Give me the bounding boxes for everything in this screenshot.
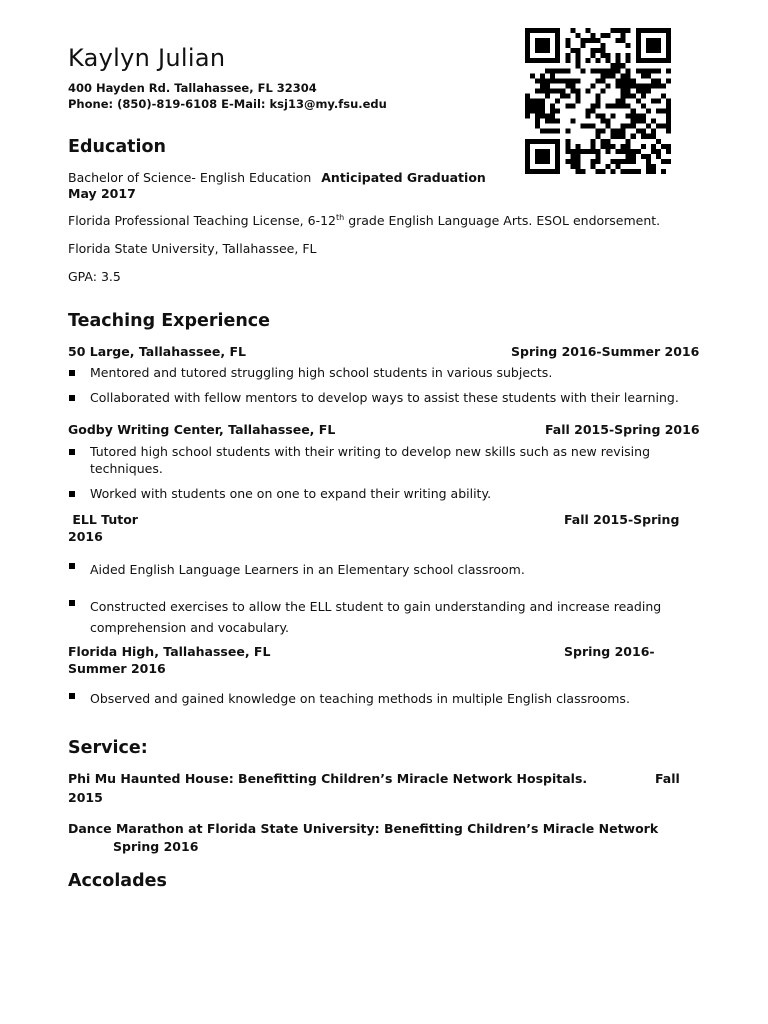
accolades-heading: Accolades [68, 871, 167, 891]
license-superscript: th [336, 213, 345, 222]
bullet-icon [69, 563, 75, 569]
teaching-heading: Teaching Experience [68, 311, 271, 331]
education-heading: Education [68, 137, 166, 157]
service-date-continued: 2015 [68, 790, 103, 805]
bullet-icon [69, 395, 75, 401]
job-dates: Spring 2016- [564, 644, 655, 659]
job-bullet: Aided English Language Learners in an Elementary school classroom. [90, 562, 525, 577]
job-bullet: Worked with students one on one to expand their writing ability. [90, 486, 492, 501]
service-date: Fall [655, 771, 680, 786]
job-dates-continued: 2016 [68, 529, 103, 544]
candidate-name: Kaylyn Julian [68, 44, 226, 72]
job-bullet: Collaborated with fellow mentors to develop ways to assist these students with their learning. [90, 390, 679, 405]
service-item: Phi Mu Haunted House: Benefitting Children’s Miracle Network Hospitals. [68, 771, 588, 786]
job-bullet: Tutored high school students with their writing to develop new skills such as new revising [90, 444, 651, 459]
job-dates: Fall 2015-Spring [564, 512, 680, 527]
service-date: Spring 2016 [113, 839, 199, 854]
contact-line: Phone: (850)-819-6108 E-Mail: ksj13@my.fsu.edu [68, 97, 387, 111]
license-line [68, 213, 660, 228]
qr-code-icon [525, 28, 671, 174]
bullet-icon [69, 600, 75, 606]
job-org: Florida High, Tallahassee, FL [68, 644, 271, 659]
job-dates: Spring 2016-Summer 2016 [511, 344, 700, 359]
bullet-icon [69, 449, 75, 455]
job-bullet: Mentored and tutored struggling high school students in various subjects. [90, 365, 553, 380]
address-line: 400 Hayden Rd. Tallahassee, FL 32304 [68, 81, 317, 95]
school-line: Florida State University, Tallahassee, FL [68, 241, 317, 256]
job-bullet-continuation: comprehension and vocabulary. [90, 620, 290, 635]
service-item: Dance Marathon at Florida State University: Benefitting Children’s Miracle Network [68, 821, 659, 836]
degree-line [68, 170, 486, 185]
job-org: ELL Tutor [68, 512, 138, 527]
job-dates: Fall 2015-Spring 2016 [545, 422, 700, 437]
gpa-line: GPA: 3.5 [68, 269, 121, 284]
job-bullet: Constructed exercises to allow the ELL student to gain understanding and increase reading [90, 599, 662, 614]
graduation-date: May 2017 [68, 186, 136, 201]
license-text-end: grade English Language Arts. ESOL endorsement. [344, 213, 661, 229]
job-dates-continued: Summer 2016 [68, 661, 166, 676]
graduation-label: Anticipated Graduation [321, 170, 486, 185]
job-bullet-continuation: techniques. [90, 461, 163, 476]
degree-text: Bachelor of Science- English Education [68, 170, 312, 185]
job-bullet: Observed and gained knowledge on teaching methods in multiple English classrooms. [90, 691, 630, 706]
license-text-start: Florida Professional Teaching License, 6-12 [68, 213, 336, 229]
bullet-icon [69, 491, 75, 497]
service-heading: Service: [68, 738, 148, 758]
job-org: Godby Writing Center, Tallahassee, FL [68, 422, 336, 437]
job-org: 50 Large, Tallahassee, FL [68, 344, 246, 359]
bullet-icon [69, 370, 75, 376]
bullet-icon [69, 693, 75, 699]
